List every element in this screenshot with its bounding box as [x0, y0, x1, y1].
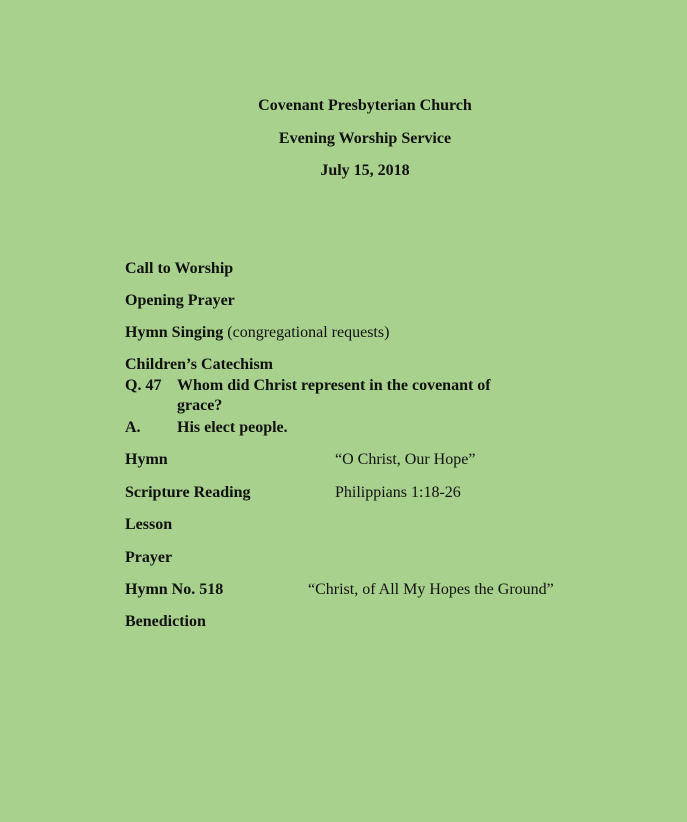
- childrens-catechism: Children’s Catechism: [125, 356, 273, 373]
- hymn-518-title: “Christ, of All My Hopes the Ground”: [308, 581, 554, 598]
- benediction: Benediction: [125, 613, 206, 630]
- prayer: Prayer: [125, 549, 173, 566]
- question-text-line1: Whom did Christ represent in the covenant of: [177, 377, 491, 394]
- lesson: Lesson: [125, 516, 173, 533]
- service-date: July 15, 2018: [320, 162, 410, 179]
- scripture-reading-label: Scripture Reading: [125, 484, 251, 501]
- call-to-worship: Call to Worship: [125, 260, 234, 277]
- answer-label: A.: [125, 419, 141, 436]
- opening-prayer: Opening Prayer: [125, 292, 235, 309]
- hymn-singing-label: Hymn Singing: [125, 324, 224, 341]
- hymn-label: Hymn: [125, 451, 168, 468]
- hymn-singing-note: (congregational requests): [227, 324, 390, 341]
- question-text-line2: grace?: [177, 397, 223, 414]
- scripture-reference: Philippians 1:18-26: [335, 484, 461, 501]
- church-name: Covenant Presbyterian Church: [258, 97, 472, 114]
- hymn-singing-row: [125, 323, 389, 343]
- answer-text: His elect people.: [177, 419, 288, 436]
- service-name: Evening Worship Service: [278, 130, 452, 147]
- hymn-title: “O Christ, Our Hope”: [335, 451, 476, 468]
- question-number: Q. 47: [125, 377, 162, 394]
- hymn-518-label: Hymn No. 518: [125, 581, 224, 598]
